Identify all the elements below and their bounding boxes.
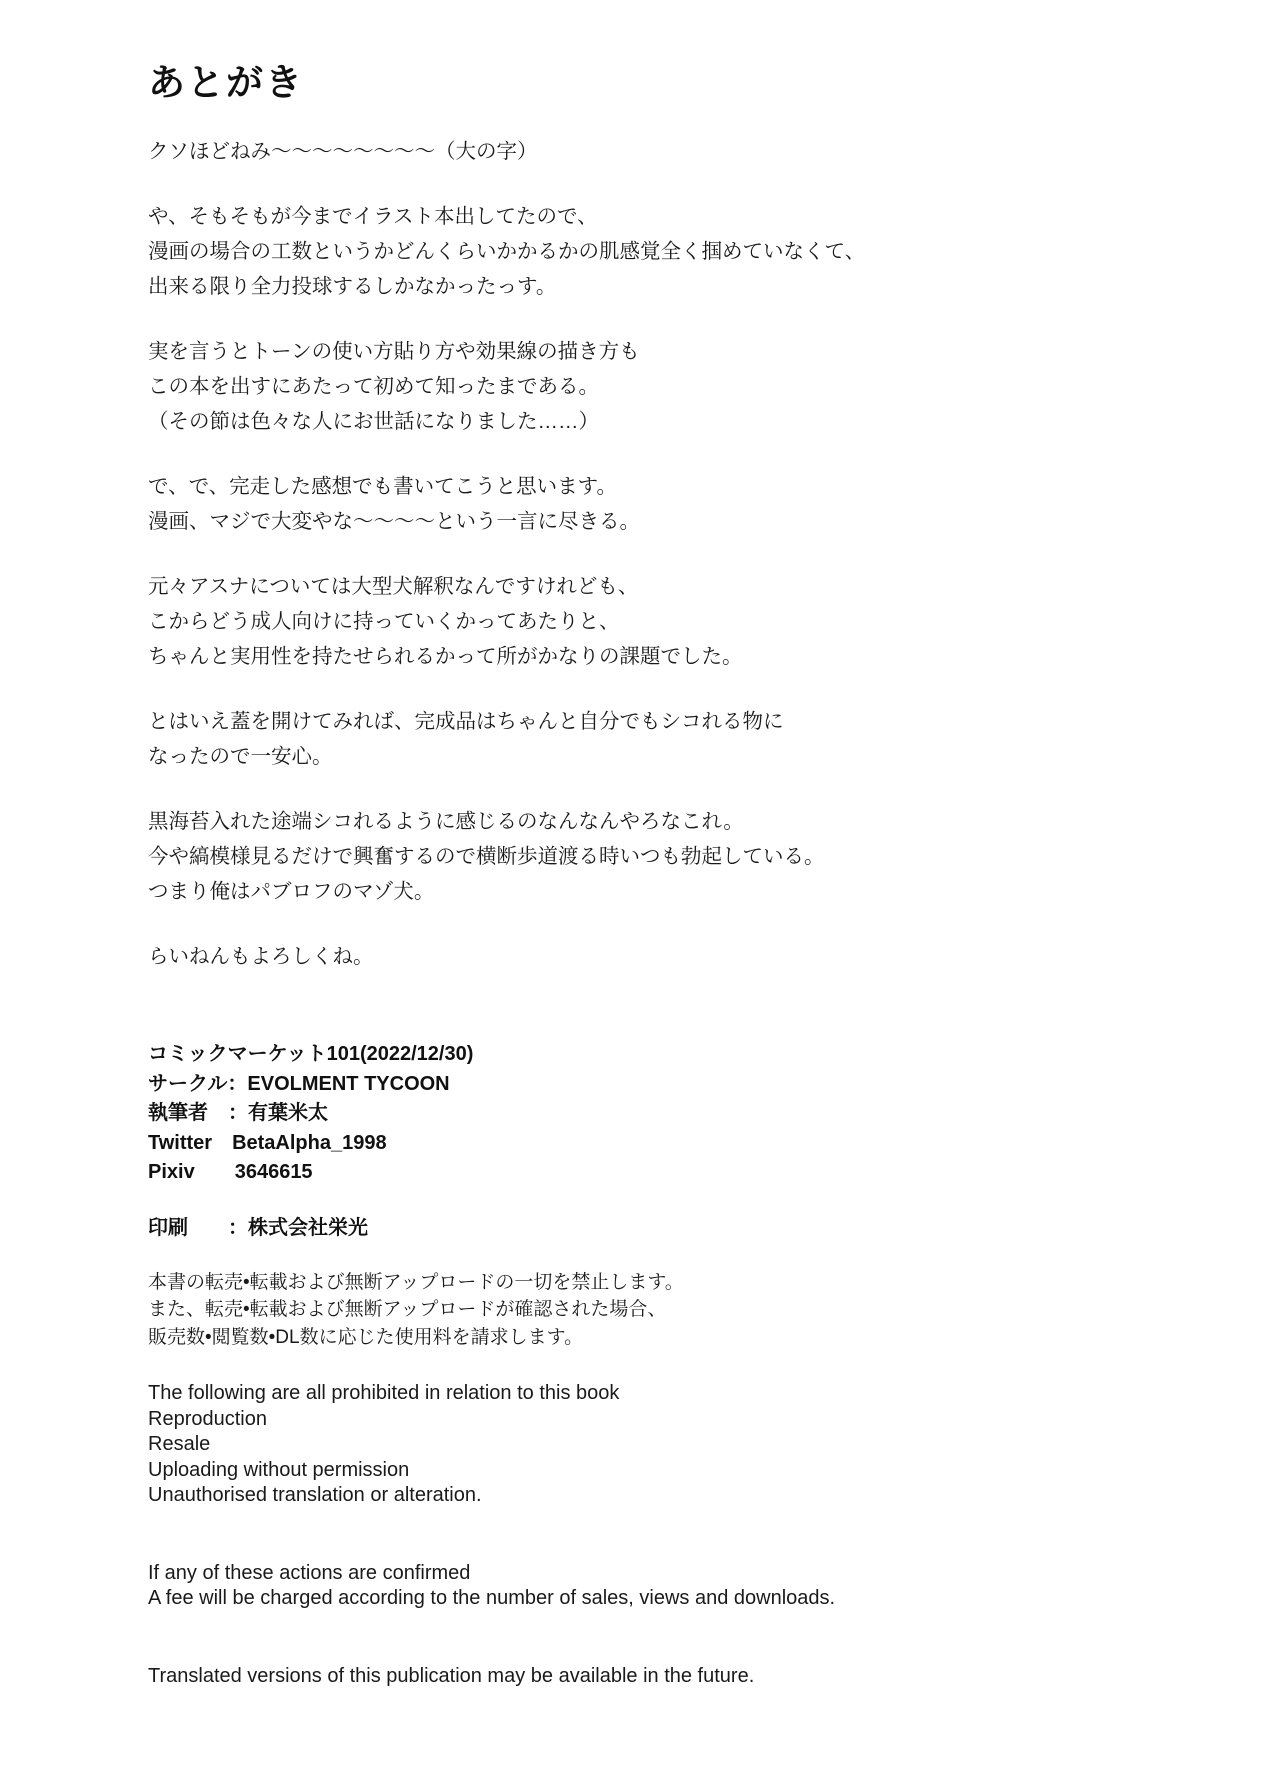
text-line: 販売数•閲覧数•DL数に応じた使用料を請求します。	[148, 1326, 584, 1348]
text-line: Reproduction	[148, 1407, 267, 1430]
page-title: あとがき	[148, 62, 304, 103]
paragraph-2	[148, 199, 1148, 304]
text-line: クソほどねみ〜〜〜〜〜〜〜〜（大の字）	[148, 140, 538, 163]
text-line: 漫画の場合の工数というかどんくらいかかるかの肌感覚全く掴めていなくて、	[148, 240, 866, 263]
credit-pixiv: Pixiv 3646615	[148, 1161, 313, 1183]
text-line: Translated versions of this publication may be available in the future.	[148, 1664, 755, 1687]
text-line: 元々アスナについては大型犬解釈なんですけれども、	[148, 575, 639, 598]
text-line: こからどう成人向けに持っていくかってあたりと、	[148, 610, 620, 633]
credit-twitter: Twitter BetaAlpha_1998	[148, 1131, 387, 1154]
printer-line: 印刷 ：株式会社栄光	[148, 1216, 368, 1239]
english-notice-translation	[148, 1664, 1148, 1690]
text-line: 本書の転売•転載および無断アップロードの一切を禁止します。	[148, 1271, 684, 1293]
text-line: ちゃんと実用性を持たせられるかって所がかなりの課題でした。	[148, 645, 743, 668]
text-line: A fee will be charged according to the number of sales, views and downloads.	[148, 1587, 836, 1609]
text-line: Unauthorised translation or alteration.	[148, 1484, 482, 1506]
text-line: Resale	[148, 1433, 211, 1455]
afterword-content	[148, 52, 1148, 1689]
paragraph-4	[148, 469, 1148, 539]
text-line: Uploading without permission	[148, 1458, 410, 1481]
paragraph-5	[148, 569, 1148, 674]
credit-author: 執筆者 ：有葉米太	[148, 1102, 328, 1124]
text-line: （その節は色々な人にお世話になりました……）	[148, 410, 599, 433]
text-line: この本を出すにあたって初めて知ったまである。	[148, 375, 599, 398]
text-line: とはいえ蓋を開けてみれば、完成品はちゃんと自分でもシコれる物に	[148, 710, 784, 733]
text-line: また、転売•転載および無断アップロードが確認された場合、	[148, 1299, 667, 1320]
printer-block	[148, 1214, 1148, 1243]
spacer	[148, 1612, 1148, 1634]
credits-block	[148, 1040, 1148, 1188]
text-line: 黒海苔入れた途端シコれるように感じるのなんなんやろなこれ。	[148, 810, 744, 833]
english-notice-prohibited	[148, 1381, 1148, 1509]
paragraph-7	[148, 804, 1148, 909]
paragraph-8	[148, 939, 1148, 974]
text-line: らいねんもよろしくね。	[148, 945, 374, 968]
credit-circle: サークル：EVOLMENT TYCOON	[148, 1072, 450, 1095]
text-line: If any of these actions are confirmed	[148, 1561, 471, 1584]
text-line: で、で、完走した感想でも書いてこうと思います。	[148, 475, 618, 498]
text-line: 出来る限り全力投球するしかなかったっす。	[148, 275, 557, 298]
text-line: 今や縞模様見るだけで興奮するので横断歩道渡る時いつも勃起している。	[148, 845, 825, 868]
japanese-notice	[148, 1269, 1148, 1352]
text-line: The following are all prohibited in relation to this book	[148, 1382, 620, 1404]
text-line: つまり俺はパブロフのマゾ犬。	[148, 880, 435, 903]
paragraph-3	[148, 334, 1148, 439]
english-notice-fee	[148, 1561, 1148, 1612]
paragraph-1	[148, 134, 1148, 169]
credit-event: コミックマーケット101(2022/12/30)	[148, 1043, 474, 1065]
spacer	[148, 1509, 1148, 1531]
text-line: なったので一安心。	[148, 745, 333, 768]
text-line: や、そもそもが今までイラスト本出してたので、	[148, 205, 598, 228]
text-line: 漫画、マジで大変やな〜〜〜〜という一言に尽きる。	[148, 510, 640, 533]
paragraph-6	[148, 704, 1148, 774]
text-line: 実を言うとトーンの使い方貼り方や効果線の描き方も	[148, 340, 640, 363]
